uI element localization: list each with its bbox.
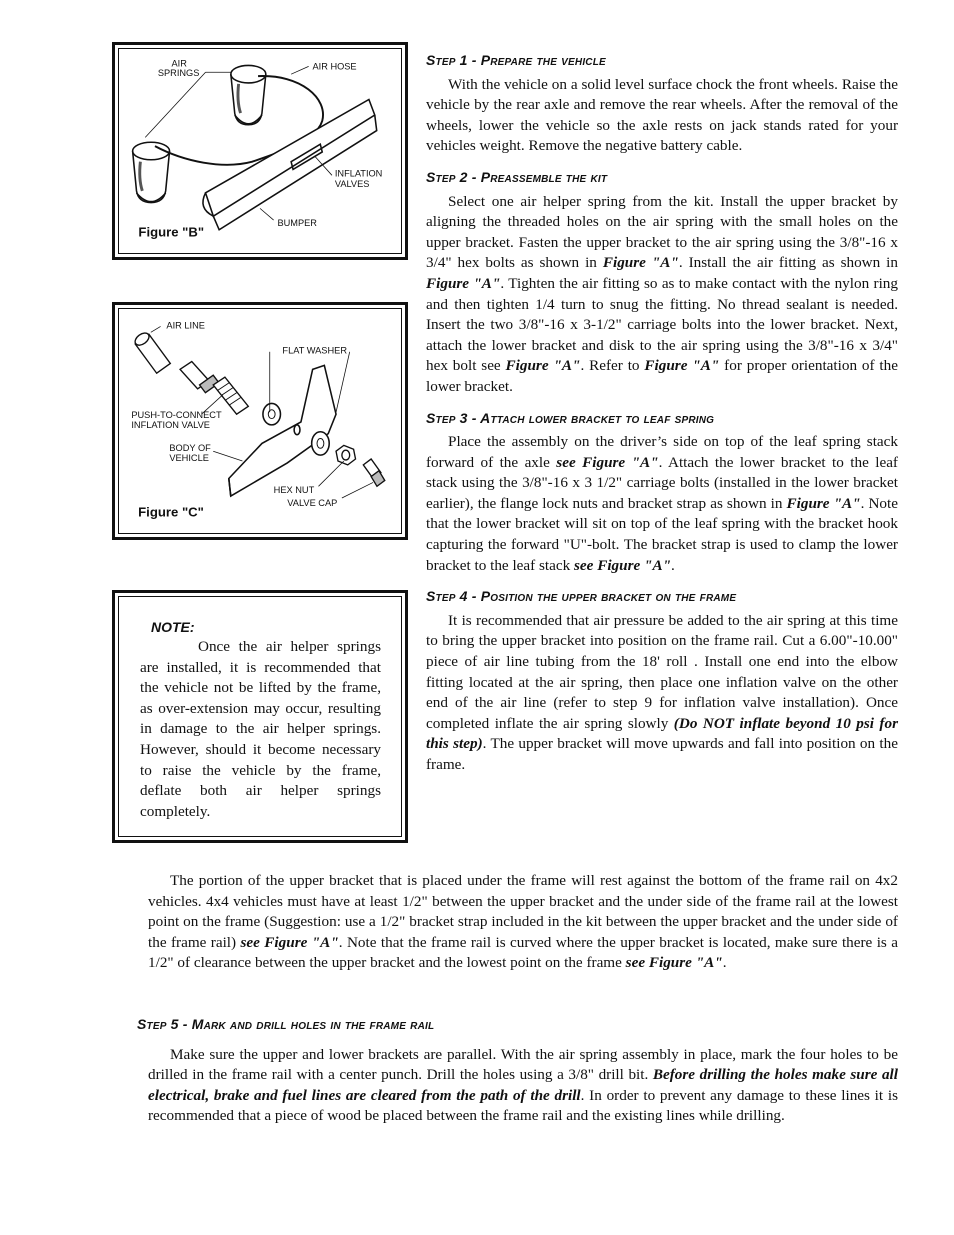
step4-p2-emph-2: see Figure "A" [625, 954, 723, 972]
step2-emph-2: Figure "A" [426, 274, 501, 292]
body-of-vehicle-plate [229, 365, 336, 496]
step4-p2-emph-1: see Figure "A" [240, 933, 339, 951]
label-bumper: BUMPER [277, 217, 317, 228]
note-body [140, 637, 381, 822]
figure-b-illustration [115, 45, 405, 257]
label-valve-cap: VALVE CAP [287, 497, 338, 508]
step4-p2-text-1: The portion of the upper bracket that is placed under the frame will rest against the bottom of the frame rail on 4x2 vehicles. 4x4 vehicles must have at least 1/2" between the upper bracket and the under side of the frame rail at the lowest point on the frame (Suggestion: use a 1/2" bracket strap included in the kit between the upper bracket and the under side of the frame rail) [148, 872, 898, 951]
step2-body [426, 192, 898, 398]
label-air-hose: AIR HOSE [312, 61, 357, 72]
step3-emph-3: see Figure "A" [574, 556, 672, 574]
step5-text-1: Make sure the upper and lower brackets are parallel. With the air spring assembly in place, mark the four holes to be drilled in the frame rail with a center punch. Drill the holes using a 3/8" drill bit. [148, 1045, 898, 1084]
label-body-2: VEHICLE [169, 452, 209, 463]
step2-text-5: for proper orientation of the lower bracket. [426, 357, 898, 395]
step5-emph-1: Before drilling the holes make sure all electrical, brake and fuel lines are cleared from the path of the drill [148, 1066, 898, 1104]
step4-text-2: . The upper bracket will move upwards and fall into position on the frame. [426, 735, 898, 773]
step1-body: With the vehicle on a solid level surface chock the front wheels. Raise the vehicle by the rear axle and remove the rear wheels. After the removal of the wheels, lower the vehicle so the axle rests on jack stands rated for your vehicles weight. Remove the negative battery cable. [426, 75, 898, 155]
step4-emph-1: (Do NOT inflate beyond 10 psi for this step) [426, 714, 898, 753]
full-width-section [148, 871, 898, 974]
figure-c-illustration [115, 305, 405, 537]
step2-text-2: . Install the air fitting as shown in [678, 254, 898, 272]
label-air-springs-1: AIR [171, 58, 187, 69]
step5-section [137, 1014, 898, 1127]
step3-body [426, 432, 898, 576]
figure-c [112, 302, 408, 540]
step4-body-2 [148, 871, 898, 974]
air-line-tube [133, 331, 170, 374]
label-flat-washer: FLAT WASHER [282, 345, 348, 356]
figure-b-caption: Figure "B" [138, 224, 205, 240]
step4-heading: Step 4 - Position the upper bracket on the frame [426, 588, 737, 605]
label-air-line: AIR LINE [166, 320, 205, 331]
label-inflation-1: INFLATION [334, 168, 383, 179]
step3-text-4: . [671, 556, 675, 574]
label-body-1: BODY OF [169, 443, 211, 454]
note-title: NOTE: [151, 619, 195, 635]
step2-heading: Step 2 - Preassemble the kit [426, 168, 608, 185]
hex-nut-part [336, 445, 355, 464]
step2-text-3: . Tighten the air fitting so as to make contact with the nylon ring and then tighten 1/4 turn to snug the fitting. No thread sealant is needed. Insert the two 3/8"-16 x 3-1/2" carriage bolts into the lower bracket. Next, attach the lower bracket and disk to the air spring using the 3/8"-16 x 3/4" hex bolt see [426, 274, 898, 375]
step3-text-1: Place the assembly on the driver’s side on top of the leaf spring stack forward of the axle [426, 433, 898, 471]
step5-text-2: . In order to prevent any damage to these lines it is recommended that a piece of wood be placed between the frame rail and the existing lines while drilling. [148, 1086, 898, 1125]
right-column [426, 50, 898, 776]
step2-emph-1: Figure "A" [602, 254, 679, 272]
step5-body [148, 1045, 898, 1127]
step2-emph-3: Figure "A" [505, 357, 581, 375]
label-inflation-2: VALVES [334, 178, 370, 189]
step1-heading: Step 1 - Prepare the vehicle [426, 52, 606, 68]
step3-emph-1: see Figure "A" [556, 453, 659, 471]
step4-p2-text-2: . Note that the frame rail is curved where the upper bracket is located, make sure there is a 1/2" of clearance between the upper bracket and the lowest point on the frame [148, 933, 898, 972]
label-ptc-2: INFLATION VALVE [131, 419, 210, 430]
step4-body [426, 611, 898, 776]
step2-text-4: . Refer to [580, 357, 645, 375]
step2-text-1: Select one air helper spring from the kit. Install the upper bracket by aligning the threaded holes on the air spring with the small holes on the upper bracket. Fasten the upper bracket to the air spring using the 3/8"-16 x 3/4" hex bolts as shown in [426, 192, 898, 272]
step3-emph-2: Figure "A" [786, 494, 861, 512]
label-hex-nut: HEX NUT [273, 485, 315, 496]
push-to-connect-valve [180, 362, 248, 415]
air-spring-upper [231, 65, 266, 124]
step3-text-2: . Attach the lower bracket to the leaf stack using the 3/8"-16 x 3 1/2" carriage bolts (installed in the lower bracket earlier), the flange lock nuts and bracket strap as shown in [426, 453, 898, 512]
label-air-springs-2: SPRINGS [157, 68, 200, 79]
label-ptc-1: PUSH-TO-CONNECT [131, 410, 222, 421]
step2-emph-4: Figure "A" [644, 357, 720, 375]
step3-heading: Step 3 - Attach lower bracket to leaf spring [426, 409, 715, 426]
figure-b [112, 42, 408, 260]
note-text: Once the air helper springs are installed, it is recommended that the vehicle not be lifted by the frame, as over-extension may occur, resulting in damage to the air helper springs. However, should it become necessary to raise the vehicle by the frame, deflate both air helper springs completely. [140, 638, 381, 820]
step3-text-3: . Note that the lower bracket will sit on top of the leaf spring with the bracket hook capturing the forward "U"-bolt. The bracket strap is used to clamp the lower bracket to the leaf stack [426, 494, 898, 574]
note-box [112, 590, 408, 843]
valve-cap-part [363, 459, 384, 486]
step4-text-1: It is recommended that air pressure be added to the air spring at this time to bring the upper bracket into position on the frame rail. Cut a 6.00"-10.00" piece of air line tubing from the 18' roll . Install one end into the elbow fitting located at the air spring, then place one inflation valve on the other end of the air line (refer to step 9 for inflation valve installation). Once completed inflate the air spring slowly [426, 611, 898, 732]
step5-heading: Step 5 - Mark and drill holes in the frame rail [137, 1016, 435, 1032]
figure-c-caption: Figure "C" [138, 504, 204, 520]
step4-p2-text-3: . [722, 954, 727, 972]
